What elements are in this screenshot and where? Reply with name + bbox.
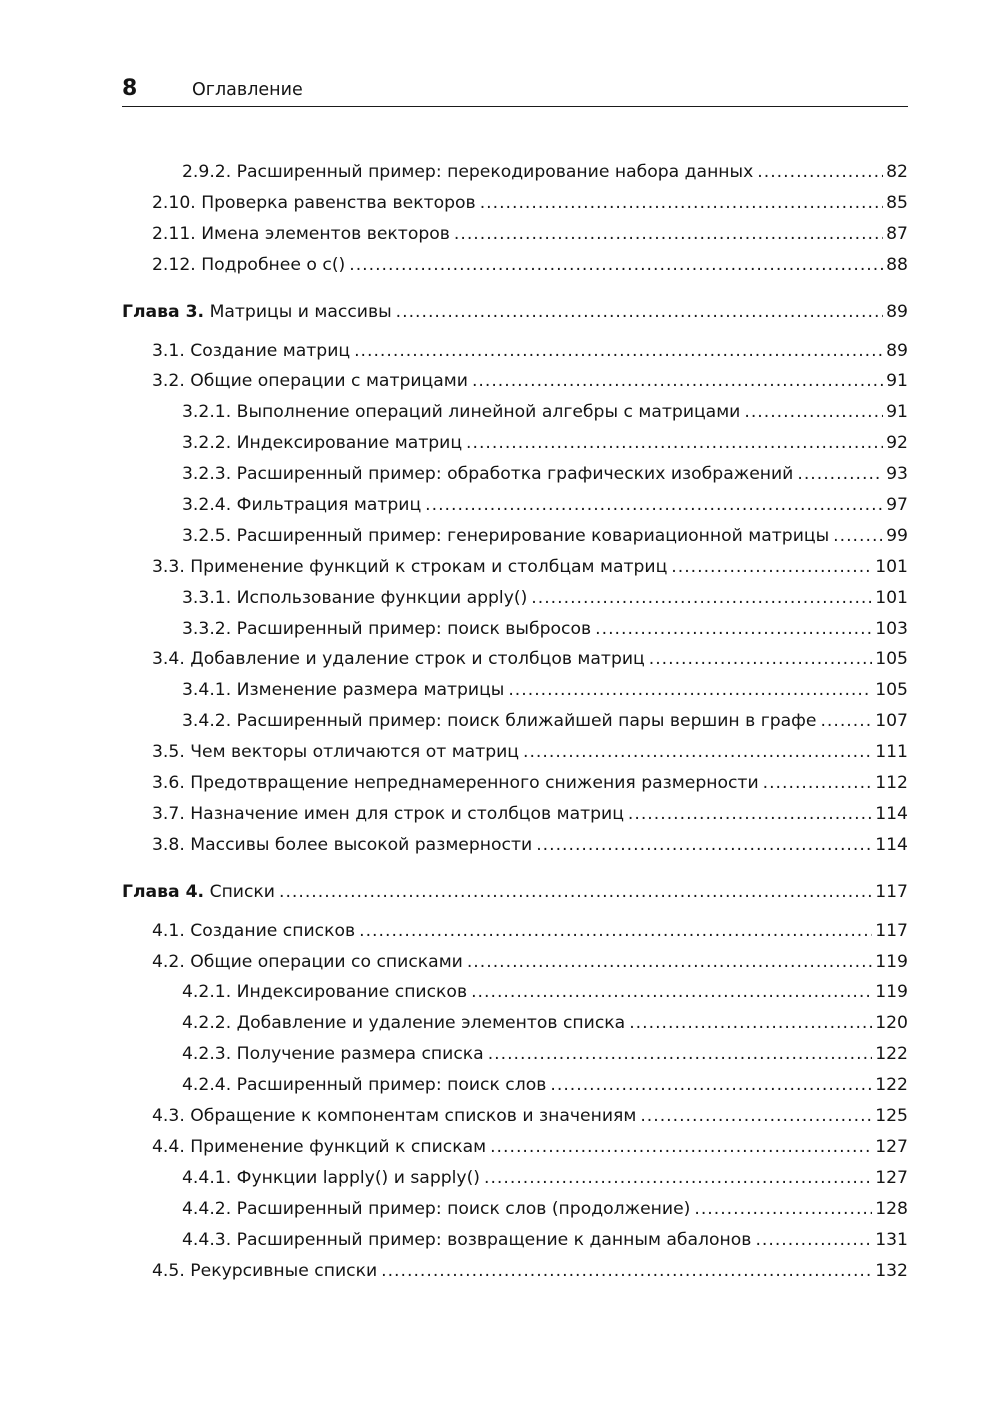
toc-entry-text: 3.8. Массивы более высокой размерности — [152, 834, 533, 855]
toc-entry-title — [152, 768, 759, 799]
toc-entry-title — [182, 706, 816, 737]
toc-entry-text: 3.3.1. Использование функции apply() — [182, 587, 528, 608]
toc-entry-title — [182, 1225, 751, 1256]
toc-entry-row[interactable] — [122, 977, 908, 1008]
chapter-label: Глава 4. — [122, 881, 205, 902]
toc-entry-title — [122, 297, 392, 328]
toc-entry-row[interactable] — [122, 675, 908, 706]
toc-entry-title — [182, 614, 591, 645]
toc-entry-title — [152, 947, 463, 978]
page-number: 8 — [122, 76, 138, 101]
toc-page-number: 105 — [875, 649, 908, 670]
chapter-spacer — [122, 861, 908, 877]
toc-entry-row[interactable] — [122, 397, 908, 428]
toc-chapter-row[interactable] — [122, 297, 908, 328]
toc-entry-text: Матрицы и массивы — [209, 301, 392, 322]
dot-leader — [649, 644, 872, 675]
toc-entry-title — [182, 1070, 546, 1101]
toc-entry-text: 4.5. Рекурсивные списки — [152, 1260, 378, 1281]
toc-page-number: 97 — [886, 495, 908, 516]
dot-leader — [349, 250, 883, 281]
toc-entry-title — [182, 490, 421, 521]
toc-entry-text: 2.9.2. Расширенный пример: перекодирование набора данных — [182, 162, 754, 182]
toc-entry-row[interactable] — [122, 916, 908, 947]
toc-page-number: 82 — [886, 162, 908, 182]
toc-entry-text: 4.1. Создание списков — [152, 920, 356, 941]
toc-entry-row[interactable] — [122, 768, 908, 799]
toc-entry-text: 3.1. Создание матриц — [152, 340, 351, 361]
toc-page-number: 128 — [875, 1198, 908, 1219]
dot-leader — [531, 583, 872, 614]
toc-page-number: 101 — [875, 587, 908, 608]
toc-page-number: 85 — [886, 192, 908, 213]
toc-entry-row[interactable] — [122, 366, 908, 397]
dot-leader — [595, 614, 872, 645]
toc-entry-text: 2.12. Подробнее о c() — [152, 254, 346, 275]
toc-entry-row[interactable] — [122, 947, 908, 978]
toc-entry-title — [152, 799, 624, 830]
toc-entry-row[interactable] — [122, 1008, 908, 1039]
toc-entry-text: 4.2. Общие операции со списками — [152, 951, 463, 972]
dot-leader — [550, 1070, 872, 1101]
toc-entry-text: 3.2.4. Фильтрация матриц — [182, 495, 422, 516]
toc-entry-row[interactable] — [122, 1101, 908, 1132]
toc-entry-title — [152, 336, 350, 367]
toc-page-number: 105 — [875, 680, 908, 701]
toc-entry-text: 3.5. Чем векторы отличаются от матриц — [152, 742, 519, 763]
toc-entry-title — [182, 428, 462, 459]
toc-entry-row[interactable] — [122, 1039, 908, 1070]
toc-page-number: 117 — [875, 920, 908, 941]
toc-entry-row[interactable] — [122, 706, 908, 737]
toc-page-number: 89 — [886, 340, 908, 361]
toc-page-number: 103 — [875, 618, 908, 639]
toc-entry-title — [182, 157, 753, 188]
toc-entry-row[interactable] — [122, 336, 908, 367]
toc-entry-title — [182, 459, 793, 490]
dot-leader — [490, 1132, 872, 1163]
toc-entry-text: 3.3.2. Расширенный пример: поиск выбросов — [182, 618, 592, 639]
toc-entry-title — [152, 737, 519, 768]
chapter-spacer — [122, 908, 908, 916]
toc-entry-title — [122, 877, 275, 908]
dot-leader — [833, 521, 883, 552]
toc-page-number: 99 — [886, 525, 908, 546]
dot-leader — [488, 1039, 873, 1070]
toc-page-number: 127 — [875, 1136, 908, 1157]
toc-page-number: 125 — [875, 1106, 908, 1127]
toc-entry-title — [182, 675, 504, 706]
toc-entry-title — [152, 1132, 486, 1163]
toc-page-number: 119 — [875, 982, 908, 1003]
toc-page-number: 117 — [875, 881, 908, 902]
dot-leader — [744, 397, 883, 428]
toc-page-number: 114 — [875, 803, 908, 824]
dot-leader — [279, 877, 872, 908]
dot-leader — [454, 219, 883, 250]
toc-entry-row[interactable] — [122, 459, 908, 490]
toc-entry-row[interactable] — [122, 428, 908, 459]
toc-entry-title — [182, 1194, 690, 1225]
toc-entry-text: 3.4.2. Расширенный пример: поиск ближайшей пары вершин в графе — [182, 711, 817, 732]
toc-page-number: 111 — [875, 742, 908, 763]
toc-entry-text: 4.4.3. Расширенный пример: возвращение к данным абалонов — [182, 1229, 752, 1250]
dot-leader — [628, 799, 872, 830]
toc-entry-title — [152, 552, 667, 583]
toc-page-number: 107 — [875, 711, 908, 732]
toc-entry-row[interactable] — [122, 737, 908, 768]
toc-entry-text: 3.6. Предотвращение непреднамеренного снижения размерности — [152, 773, 759, 794]
toc-entry-title — [152, 644, 645, 675]
dot-leader — [671, 552, 872, 583]
dot-leader — [629, 1008, 872, 1039]
table-of-contents — [122, 157, 908, 1286]
dot-leader — [467, 947, 872, 978]
toc-page-number: 132 — [875, 1260, 908, 1281]
dot-leader — [484, 1163, 872, 1194]
toc-entry-text: 4.2.4. Расширенный пример: поиск слов — [182, 1075, 547, 1096]
toc-entry-title — [182, 1008, 625, 1039]
toc-page-number: 91 — [886, 371, 908, 392]
toc-entry-text: 3.4. Добавление и удаление строк и столбцов матриц — [152, 649, 645, 670]
toc-entry-text: 3.2.2. Индексирование матриц — [182, 433, 463, 454]
toc-entry-text: 3.7. Назначение имен для строк и столбцов матриц — [152, 803, 624, 824]
dot-leader — [472, 366, 883, 397]
toc-page-number: 127 — [875, 1167, 908, 1188]
toc-entry-row[interactable] — [122, 1194, 908, 1225]
toc-page-number: 119 — [875, 951, 908, 972]
toc-entry-text: 3.2.3. Расширенный пример: обработка графических изображений — [182, 464, 794, 485]
toc-chapter-row[interactable] — [122, 877, 908, 908]
toc-entry-text: 4.4.1. Функции lapply() и sapply() — [182, 1167, 480, 1188]
toc-entry-title — [152, 916, 355, 947]
toc-entry-row[interactable] — [122, 1163, 908, 1194]
toc-entry-row[interactable] — [122, 583, 908, 614]
dot-leader — [381, 1256, 872, 1287]
toc-entry-title — [182, 977, 467, 1008]
toc-entry-title — [152, 188, 476, 219]
toc-entry-row[interactable] — [122, 521, 908, 552]
toc-entry-text: 4.2.1. Индексирование списков — [182, 982, 468, 1003]
dot-leader — [797, 459, 883, 490]
toc-entry-title — [182, 1163, 480, 1194]
dot-leader — [757, 157, 883, 188]
toc-page-number: 88 — [886, 254, 908, 275]
dot-leader — [425, 490, 883, 521]
dot-leader — [523, 737, 872, 768]
toc-entry-row[interactable] — [122, 799, 908, 830]
toc-entry-text: 4.2.3. Получение размера списка — [182, 1044, 484, 1065]
toc-page-number: 122 — [875, 1044, 908, 1065]
toc-page-number: 131 — [875, 1229, 908, 1250]
toc-entry-row[interactable] — [122, 490, 908, 521]
chapter-spacer — [122, 328, 908, 336]
toc-entry-text: 4.3. Обращение к компонентам списков и значениям — [152, 1106, 637, 1127]
toc-entry-title — [182, 583, 527, 614]
dot-leader — [536, 830, 872, 861]
toc-page-number: 122 — [875, 1075, 908, 1096]
toc-entry-row[interactable] — [122, 219, 908, 250]
toc-entry-row[interactable] — [122, 188, 908, 219]
running-title: Оглавление — [192, 80, 303, 100]
chapter-spacer — [122, 281, 908, 297]
chapter-label: Глава 3. — [122, 301, 205, 322]
toc-entry-title — [152, 1256, 377, 1287]
toc-entry-text: 3.2.1. Выполнение операций линейной алгебры с матрицами — [182, 402, 741, 423]
dot-leader — [471, 977, 872, 1008]
toc-page-number: 101 — [875, 556, 908, 577]
toc-page-number: 120 — [875, 1013, 908, 1034]
toc-page-number: 92 — [886, 433, 908, 454]
toc-entry-row[interactable] — [122, 614, 908, 645]
toc-page-number: 114 — [875, 834, 908, 855]
dot-leader — [480, 188, 883, 219]
toc-entry-title — [182, 1039, 484, 1070]
dot-leader — [354, 336, 883, 367]
toc-entry-text: 4.2.2. Добавление и удаление элементов списка — [182, 1013, 626, 1034]
dot-leader — [755, 1225, 872, 1256]
dot-leader — [694, 1194, 872, 1225]
toc-entry-text: 2.10. Проверка равенства векторов — [152, 192, 476, 213]
dot-leader — [396, 297, 883, 328]
toc-entry-row[interactable] — [122, 157, 908, 188]
toc-page-number: 91 — [886, 402, 908, 423]
toc-page-number: 93 — [886, 464, 908, 485]
toc-entry-row[interactable] — [122, 830, 908, 861]
toc-entry-title — [182, 397, 740, 428]
dot-leader — [359, 916, 872, 947]
toc-entry-row[interactable] — [122, 1256, 908, 1287]
toc-entry-text: 4.4. Применение функций к спискам — [152, 1136, 487, 1157]
toc-entry-row[interactable] — [122, 1225, 908, 1256]
dot-leader — [466, 428, 883, 459]
toc-entry-text: 3.2. Общие операции с матрицами — [152, 371, 468, 392]
toc-entry-title — [152, 366, 468, 397]
toc-entry-row[interactable] — [122, 644, 908, 675]
toc-page-number: 112 — [875, 773, 908, 794]
toc-entry-row[interactable] — [122, 250, 908, 281]
dot-leader — [508, 675, 872, 706]
toc-entry-title — [182, 521, 829, 552]
toc-page-number: 89 — [886, 301, 908, 322]
toc-page-number: 87 — [886, 223, 908, 244]
dot-leader — [763, 768, 873, 799]
toc-entry-text: 3.4.1. Изменение размера матрицы — [182, 680, 505, 701]
toc-entry-text: 3.2.5. Расширенный пример: генерирование ковариационной матрицы — [182, 525, 830, 546]
toc-entry-row[interactable] — [122, 1132, 908, 1163]
page-header — [122, 74, 908, 107]
toc-entry-title — [152, 250, 345, 281]
toc-entry-text: 4.4.2. Расширенный пример: поиск слов (продолжение) — [182, 1198, 691, 1219]
toc-entry-title — [152, 1101, 636, 1132]
dot-leader — [640, 1101, 872, 1132]
dot-leader — [820, 706, 872, 737]
toc-entry-text: 2.11. Имена элементов векторов — [152, 223, 450, 244]
toc-entry-row[interactable] — [122, 1070, 908, 1101]
toc-entry-row[interactable] — [122, 552, 908, 583]
toc-entry-text: Списки — [209, 881, 275, 902]
toc-entry-text: 3.3. Применение функций к строкам и столбцам матриц — [152, 556, 668, 577]
toc-entry-title — [152, 219, 450, 250]
toc-entry-title — [152, 830, 532, 861]
